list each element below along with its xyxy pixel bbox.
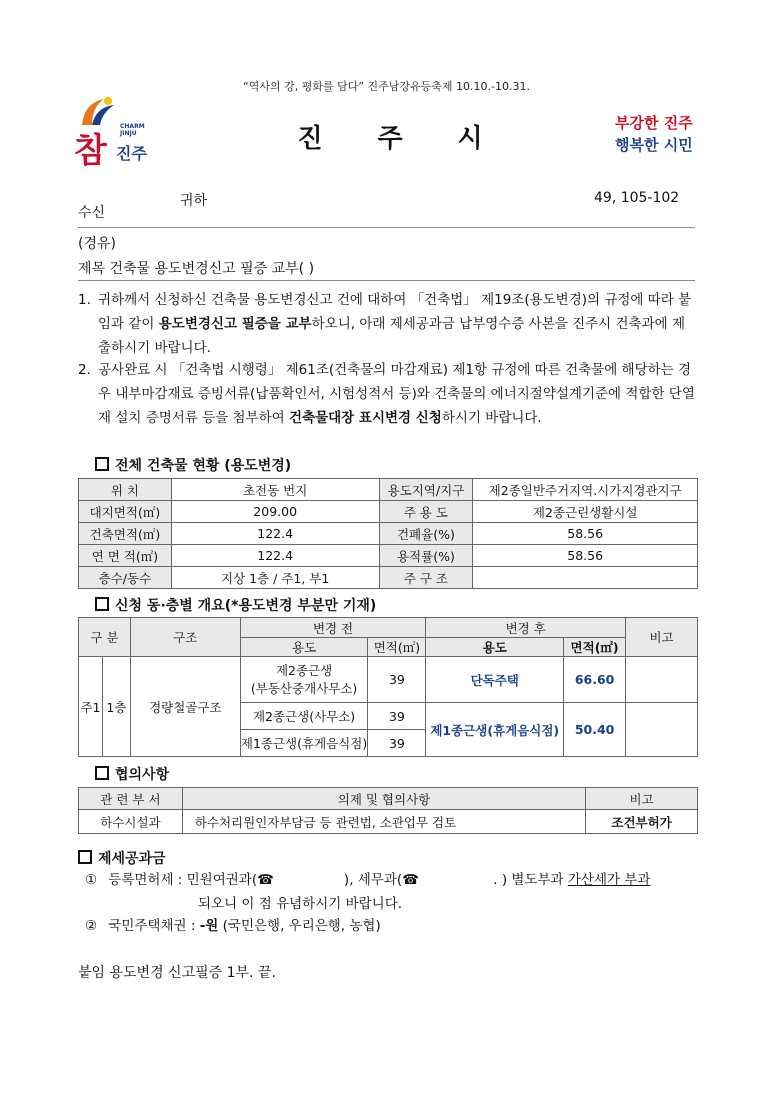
status-row: 건축면적(㎡) 122.4 건폐율(%) 58.56 [79, 523, 698, 545]
building-status-table [78, 478, 698, 589]
checkbox-icon [95, 457, 109, 471]
floor-overview-table: 구 분 구조 변경 전 변경 후 비고 용도 면적(㎡) 용도 면적(㎡) 주1 1층 경량철골구조 제2종근생 (부동산중개사무소) 39 단독주택 66.60 제2종근생(사무소) 39 제1종근생(휴게음식점) 50.40 제1종근생(휴게음식점) 39 [78, 617, 698, 757]
paragraph-2: 2. 공사완료 시 「건축법 시행령」 제61조(건축물의 마감재료) 제1항 규정에 따른 건축물에 해당하는 경우 내부마감재료 증빙서류(납품확인서, 시험성적서 등)와 건축물의 에너지절약설계기준에 적합한 단열재 설치 증명서류 등을 첨부하여 건축물대장 표시변경 신청하시기 바랍니다. [78, 362, 695, 426]
section-building-status-title: 전체 건축물 현황 (용도변경) [95, 455, 291, 475]
via-line: (경유) [78, 236, 116, 252]
festival-slogan: “역사의 강, 평화를 담다” 진주남강유등축제 10.10.-10.31. [243, 80, 530, 93]
checkbox-icon [95, 766, 109, 780]
checkbox-icon [78, 850, 92, 864]
logo-han: 참 [74, 131, 107, 171]
subject-line: 제목 건축물 용도변경신고 필증 교부( ) [78, 261, 315, 277]
section-taxes-title: 제세공과금 [78, 848, 166, 868]
city-motto: 부강한 진주 행복한 시민 [615, 114, 693, 154]
jinju-logo [74, 95, 164, 175]
section-floor-overview-title: 신청 동·층별 개요(*용도변경 부분만 기재) [95, 595, 376, 615]
attachment-line: 붙임 용도변경 신고필증 1부. 끝. [78, 965, 276, 981]
tax-item-2: ② 국민주택채권 : -원 (국민은행, 우리은행, 농협) [84, 918, 381, 934]
section-consultation-title: 협의사항 [95, 764, 169, 784]
status-row: 층수/동수 지상 1층 / 주1, 부1 주 구 조 [79, 567, 698, 589]
status-row: 연 면 적(㎡) 122.4 용적률(%) 58.56 [79, 545, 698, 567]
logo-ju: 진주 [116, 144, 147, 163]
status-row: 대지면적(㎡) 209.00 주 용 도 제2종근린생활시설 [79, 501, 698, 523]
status-row: 위 치 초전동 번지 용도지역/지구 제2종일반주거지역.시가지경관지구 [79, 479, 698, 501]
logo-english: CHARM JINJU [120, 123, 145, 137]
tax-item-1: ① 등록면허세 : 민원여권과(☎ ), 세무과(☎ . ) 별도부과 가산세가 부과 되오니 이 점 유념하시기 바랍니다. [84, 872, 651, 912]
checkbox-icon [95, 597, 109, 611]
page-title: 진 주 시 [297, 124, 483, 154]
paragraph-1: 1. 귀하께서 신청하신 건축물 용도변경신고 건에 대하여 「건축법」 제19조(용도변경)의 규정에 따라 붙임과 같이 용도변경신고 필증을 교부하오니, 아래 제세공과금 납부영수증 사본을 진주시 건축과에 제출하시기 바랍니다. [78, 292, 692, 356]
consultation-table: 관 련 부 서 의제 및 협의사항 비고 하수시설과 하수처리원인자부담금 등 관련법, 소관업무 검토 조건부허가 [78, 787, 698, 834]
